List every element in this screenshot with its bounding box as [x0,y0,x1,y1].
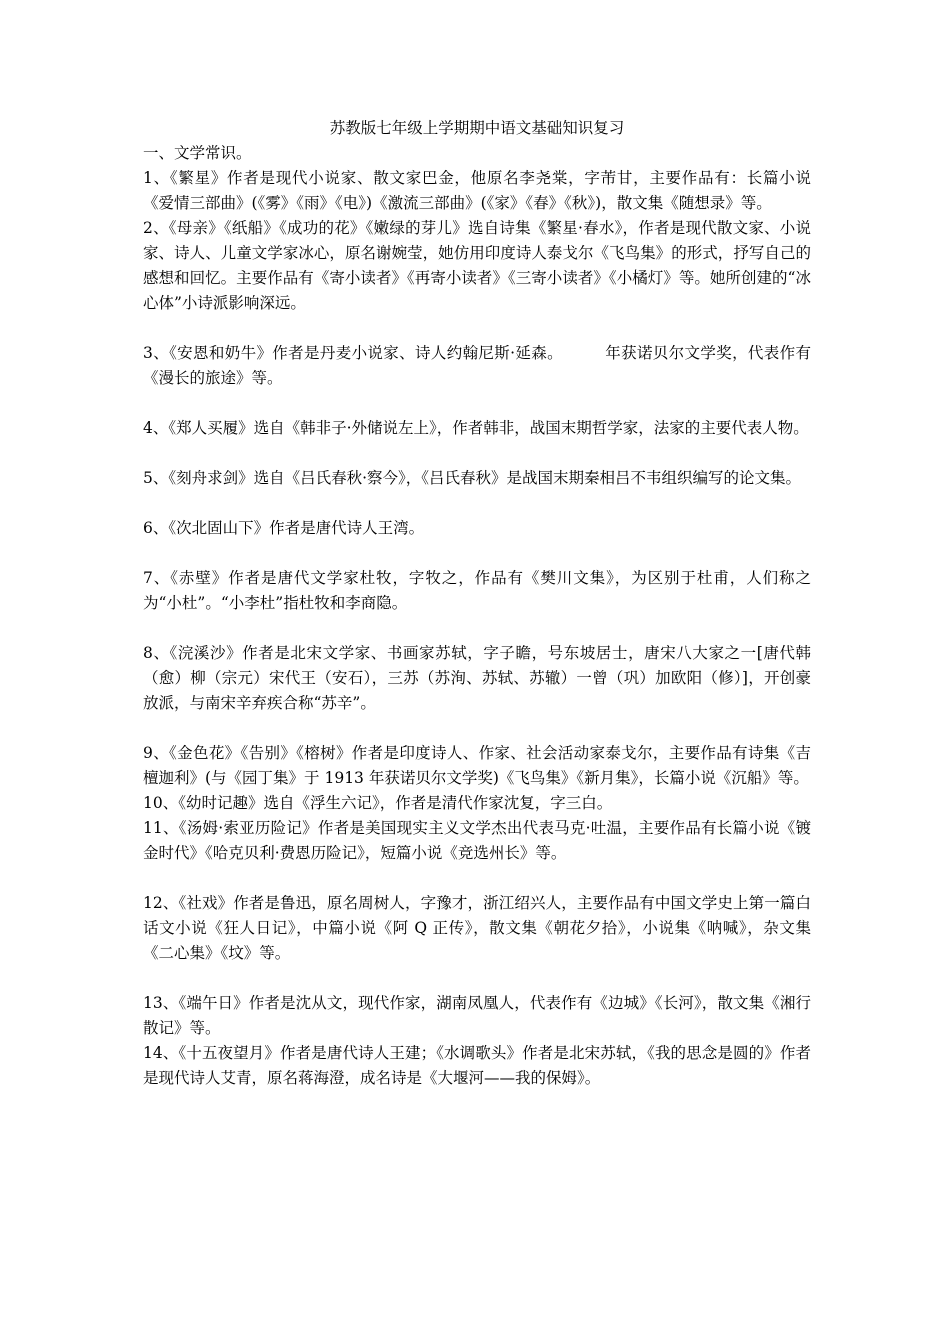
paragraph-3: 3、《安恩和奶牛》作者是丹麦小说家、诗人约翰尼斯·延森。 年获诺贝尔文学奖，代表作有《漫长的旅途》等。 [143,344,811,387]
document-body [143,116,811,1091]
paragraph-4: 4、《郑人买履》选自《韩非子·外储说左上》，作者韩非，战国末期哲学家，法家的主要代表人物。 [143,419,809,437]
paragraph-10: 10、《幼时记趣》选自《浮生六记》，作者是清代作家沈复，字三白。 [143,794,613,812]
paragraph-2: 2、《母亲》《纸船》《成功的花》《嫩绿的芽儿》选自诗集《繁星·春水》，作者是现代散文家、小说家、诗人、儿童文学家冰心，原名谢婉莹，她仿用印度诗人泰戈尔《飞鸟集》的形式，抒写自己的感想和回忆。主要作品有《寄小读者》《再寄小读者》《三寄小读者》《小橘灯》等。她所创建的“冰心体”小诗派影响深远。 [143,219,811,312]
paragraph-9: 9、《金色花》《告别》《榕树》作者是印度诗人、作家、社会活动家泰戈尔，主要作品有诗集《吉檀迦利》(与《园丁集》于 1913 年获诺贝尔文学奖)《飞鸟集》《新月集》，长篇小说《沉船》等。 [143,744,811,787]
paragraph-14: 14、《十五夜望月》作者是唐代诗人王建；《水调歌头》作者是北宋苏轼，《我的思念是圆的》作者是现代诗人艾青，原名蒋海澄，成名诗是《大堰河——我的保姆》。 [143,1044,811,1087]
section-heading: 一、文学常识。 [143,144,252,162]
paragraph-11: 11、《汤姆·索亚历险记》作者是美国现实主义文学杰出代表马克·吐温，主要作品有长篇小说《镀金时代》《哈克贝利·费恩历险记》，短篇小说《竞选州长》等。 [143,819,811,862]
document-title: 苏教版七年级上学期期中语文基础知识复习 [329,119,625,137]
paragraph-13: 13、《端午日》作者是沈从文，现代作家，湖南凤凰人，代表作有《边城》《长河》，散文集《湘行散记》等。 [143,994,811,1037]
paragraph-1: 1、《繁星》作者是现代小说家、散文家巴金，他原名李尧棠，字芾甘，主要作品有：长篇小说《爱情三部曲》(《雾》《雨》《电》)《激流三部曲》(《家》《春》《秋》)，散文集《随想录》等。 [143,169,811,212]
paragraph-12: 12、《社戏》作者是鲁迅，原名周树人，字豫才，浙江绍兴人，主要作品有中国文学史上第一篇白话文小说《狂人日记》，中篇小说《阿 Q 正传》，散文集《朝花夕拾》，小说集《呐喊》，杂文集《二心集》《坟》等。 [143,894,811,962]
paragraph-6: 6、《次北固山下》作者是唐代诗人王湾。 [143,519,425,537]
paragraph-5: 5、《刻舟求剑》选自《吕氏春秋·察今》，《吕氏春秋》是战国末期秦相吕不韦组织编写的论文集。 [143,469,802,487]
paragraph-8: 8、《浣溪沙》作者是北宋文学家、书画家苏轼，字子瞻，号东坡居士，唐宋八大家之一[唐代韩（愈）柳（宗元）宋代王（安石），三苏（苏洵、苏轼、苏辙）一曾（巩）加欧阳（修）]，开创豪放派，与南宋辛弃疾合称“苏辛”。 [143,644,811,712]
paragraph-7: 7、《赤壁》作者是唐代文学家杜牧，字牧之，作品有《樊川文集》，为区别于杜甫，人们称之为“小杜”。“小李杜”指杜牧和李商隐。 [143,569,811,612]
